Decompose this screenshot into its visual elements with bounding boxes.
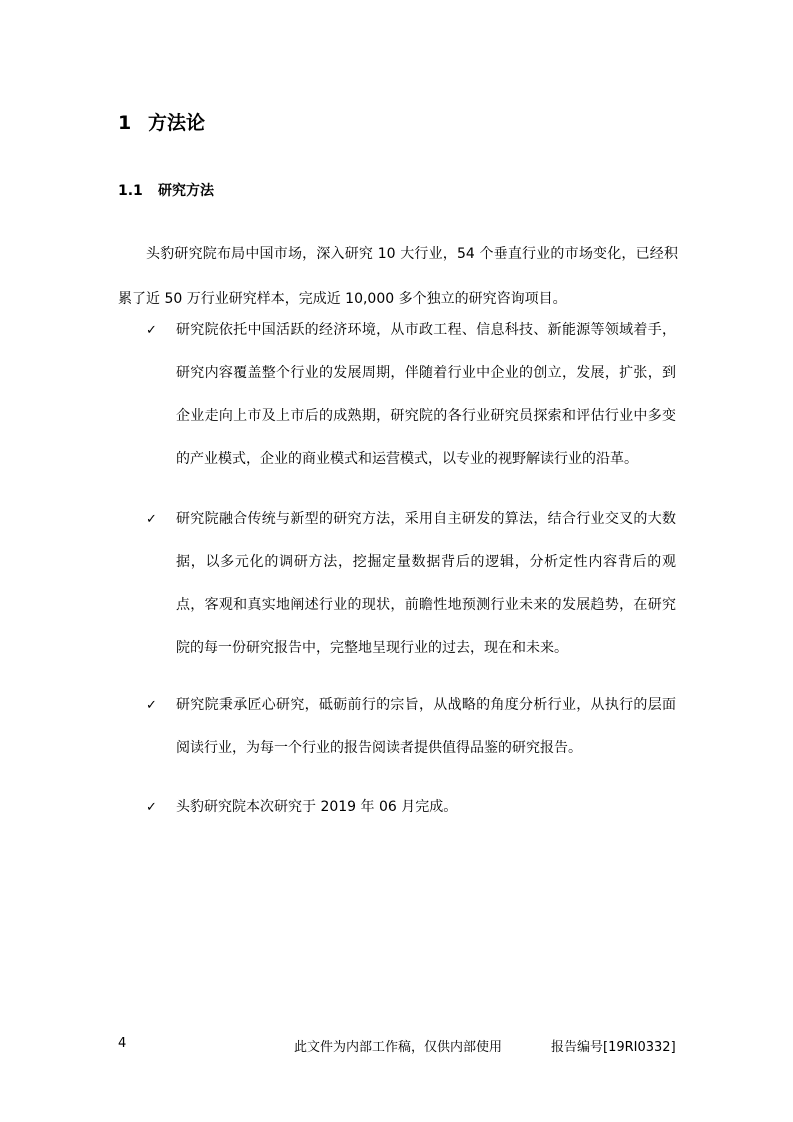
bullet-text: 研究院依托中国活跃的经济环境，从市政工程、信息科技、新能源等领域着手，研究内容覆盖整个行业的发展周期，伴随着行业中企业的创立，发展，扩张，到企业走向上市及上市后的成熟期，研究院的各行业研究员探索和评估行业中多变的产业模式，企业的商业模式和运营模式，以专业的视野解读行业的沿革。: [176, 322, 676, 467]
section-title: 方法论: [148, 112, 206, 134]
checkmark-icon: ✓: [146, 698, 157, 713]
page-number: 4: [118, 1036, 127, 1051]
section-number: 1: [118, 112, 132, 134]
checkmark-icon: ✓: [146, 800, 157, 815]
bullet-text: 头豹研究院本次研究于 2019 年 06 月完成。: [176, 799, 458, 815]
footer-notice: 此文件为内部工作稿，仅供内部使用: [294, 1040, 503, 1055]
checkmark-icon: ✓: [146, 512, 157, 527]
subsection-title: 研究方法: [158, 183, 214, 199]
bullet-item: [146, 684, 676, 770]
bullet-text: 研究院秉承匠心研究，砥砺前行的宗旨，从战略的角度分析行业，从执行的层面阅读行业，为每一个行业的报告阅读者提供值得品鉴的研究报告。: [176, 697, 676, 756]
section-heading: [118, 108, 205, 135]
intro-paragraph: 头豹研究院布局中国市场，深入研究 10 大行业，54 个垂直行业的市场变化，已经积累了近 50 万行业研究样本，完成近 10,000 多个独立的研究咨询项目。: [118, 246, 678, 307]
bullet-item: [146, 498, 676, 670]
bullet-item: [146, 786, 676, 829]
subsection-heading: [118, 180, 214, 200]
bullet-item: [146, 309, 676, 481]
bullet-text: 研究院融合传统与新型的研究方法，采用自主研发的算法，结合行业交叉的大数据，以多元化的调研方法，挖掘定量数据背后的逻辑，分析定性内容背后的观点，客观和真实地阐述行业的现状，前瞻性地预测行业未来的发展趋势，在研究院的每一份研究报告中，完整地呈现行业的过去，现在和未来。: [176, 511, 676, 656]
report-code: 报告编号[19RI0332]: [551, 1040, 676, 1055]
checkmark-icon: ✓: [146, 323, 157, 338]
subsection-number: 1.1: [118, 183, 143, 199]
